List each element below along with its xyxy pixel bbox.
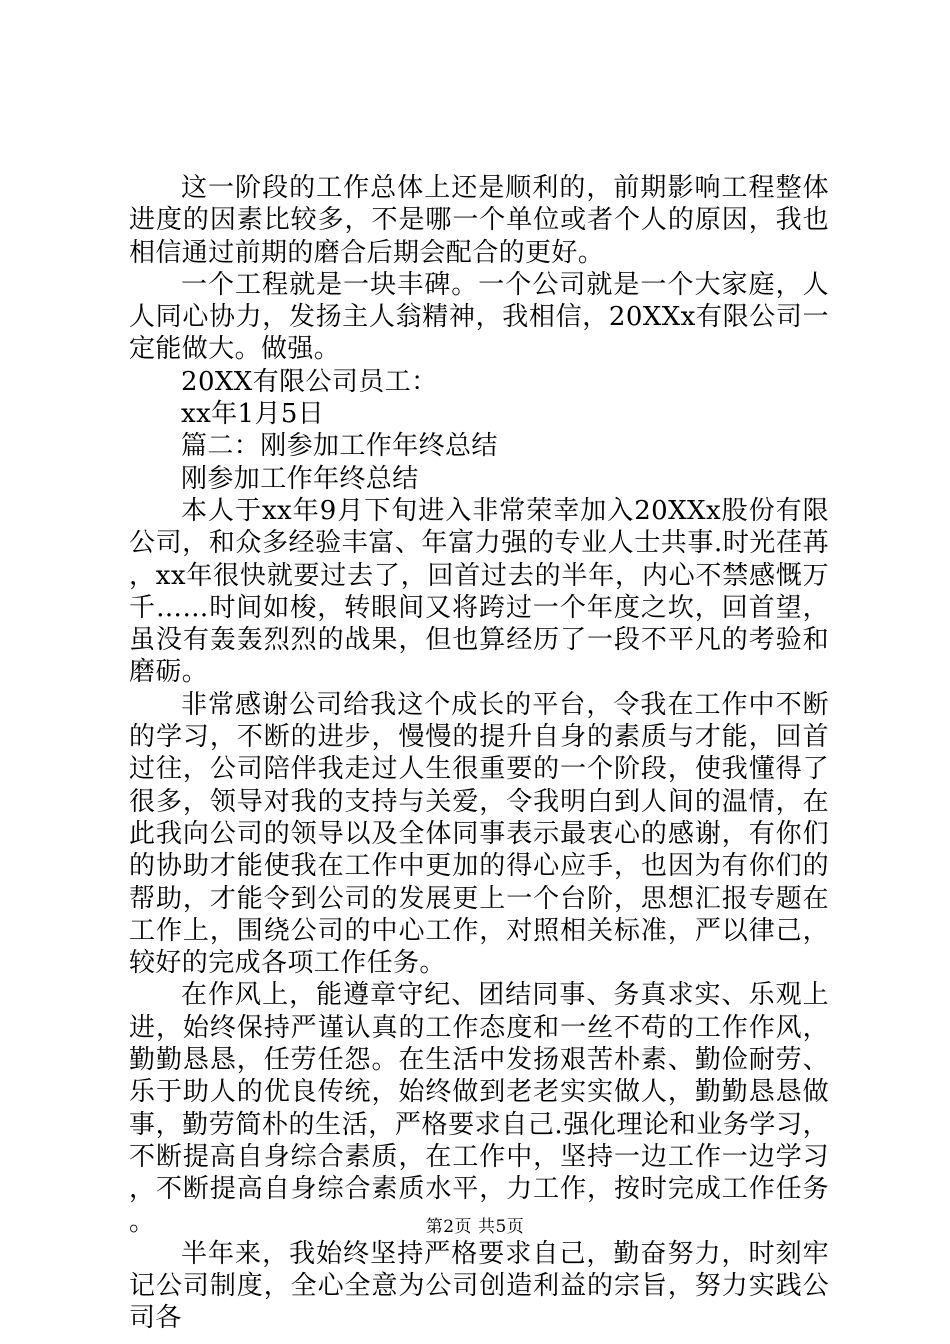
paragraph-work-style: 在作风上，能遵章守纪、团结同事、务真求实、乐观上进，始终保持严谨认真的工作态度和一丝不苟的工作作风，勤勤恳恳，任劳任怨。在生活中发扬艰苦朴素、勤俭耐劳、乐于助人的优良传统，始终做到老老实实做人，勤勤恳恳做事，勤劳简朴的生活，严格要求自己.强化理论和业务学习，不断提高自身综合素质，在工作中，坚持一边工作一边学习，不断提高自身综合素质水平，力工作，按时完成工作任务。	[129, 980, 829, 1237]
paragraph-monument: 一个工程就是一块丰碑。一个公司就是一个大家庭，人人同心协力，发扬主人翁精神，我相信，20XXx有限公司一定能做大。做强。	[129, 269, 829, 365]
page-footer: 第2页 共5页	[425, 1217, 525, 1237]
paragraph-progress: 这一阶段的工作总体上还是顺利的，前期影响工程整体进度的因素比较多，不是哪一个单位或者个人的原因，我也相信通过前期的磨合后期会配合的更好。	[129, 173, 829, 268]
signature-company: 20XX有限公司员工：	[181, 366, 438, 397]
section-heading: 篇二：刚参加工作年终总结	[181, 431, 498, 462]
signature-date: xx年1月5日	[181, 399, 325, 430]
paragraph-half-year: 半年来，我始终坚持严格要求自己，勤奋努力，时刻牢记公司制度，全心全意为公司创造利益的宗旨，努力实践公司各	[129, 1238, 829, 1334]
paragraph-intro: 本人于xx年9月下旬进入非常荣幸加入20XXx股份有限公司，和众多经验丰富、年富力强的专业人士共事.时光荏苒，xx年很快就要过去了，回首过去的半年，内心不禁感慨万千……时间如梭，转眼间又将跨过一个年度之坎，回首望，虽没有轰轰烈烈的战果，但也算经历了一段不平凡的考验和磨砺。	[129, 495, 829, 688]
paragraph-thanks: 非常感谢公司给我这个成长的平台，令我在工作中不断的学习，不断的进步，慢慢的提升自身的素质与才能，回首过往，公司陪伴我走过人生很重要的一个阶段，使我懂得了很多，领导对我的支持与关爱，令我明白到人间的温情，在此我向公司的领导以及全体同事表示最衷心的感谢，有你们的协助才能使我在工作中更加的得心应手，也因为有你们的帮助，才能令到公司的发展更上一个台阶，思想汇报专题在工作上，围绕公司的中心工作，对照相关标准，严以律己，较好的完成各项工作任务。	[129, 689, 829, 979]
document-body	[129, 172, 829, 1335]
section-title: 刚参加工作年终总结	[181, 463, 419, 494]
